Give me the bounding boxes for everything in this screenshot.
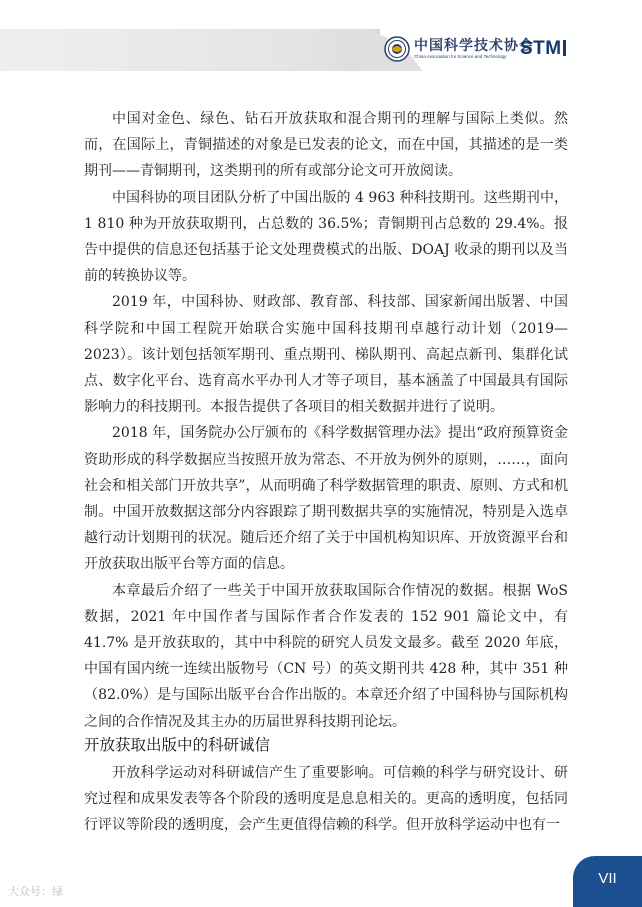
cast-name: 中国科学技术协会 <box>414 38 534 54</box>
page-number: VII <box>598 870 617 887</box>
body-text <box>84 106 568 735</box>
paragraph: 2018 年，国务院办公厅颁布的《科学数据管理办法》提出“政府预算资金资助形成的科学数据应当按照开放为常态、不开放为例外的原则，……，面向社会和相关部门开放共享”，从而明确了科学数据管理的职责、原则、方式和机制。中国开放数据这部分内容跟踪了期刊数据共享的实施情况，特别是入选卓越行动计划期刊的状况。随后还介绍了关于中国机构知识库、开放资源平台和开放获取出版平台等方面的信息。 <box>84 425 568 573</box>
section-body-text <box>84 760 568 838</box>
paragraph: 中国科协的项目团队分析了中国出版的 4 963 种科技期刊。这些期刊中，1 810 种为开放获取期刊，占总数的 36.5%；青铜期刊占总数的 29.4%。报告中提供的信息还包括基于论文处理费模式的出版、DOAJ 收录的期刊以及当前的转换协议等。 <box>84 189 568 285</box>
cast-emblem-icon <box>384 36 410 62</box>
watermark: 大众号：绿 <box>8 885 63 898</box>
paragraph: 开放科学运动对科研诚信产生了重要影响。可信赖的科学与研究设计、研究过程和成果发表等各个阶段的透明度是息息相关的。更高的透明度，包括同行评议等阶段的透明度，会产生更值得信赖的科学。但开放科学运动中也有一 <box>84 765 568 833</box>
section-heading: 开放获取出版中的科研诚信 <box>84 736 271 754</box>
stm-logo: STM <box>520 38 562 59</box>
header-band <box>0 29 380 71</box>
paragraph: 本章最后介绍了一些关于中国开放获取国际合作情况的数据。根据 WoS 数据，2021 年中国作者与国际作者合作发表的 152 901 篇论文中，有 41.7% 是开放获取的，其中中科院的研究人员发文最多。截至 2020 年底，中国有国内统一连续出版物号（CN 号）的英文期刊共 428 种，其中 351 种（82.0%）是与国际出版平台合作出版的。本章还介绍了中国科协与国际机构之间的合作情况及其主办的历届世界科技期刊论坛。 <box>84 582 568 730</box>
paragraph: 2019 年，中国科协、财政部、教育部、科技部、国家新闻出版署、中国科学院和中国工程院开始联合实施中国科技期刊卓越行动计划（2019—2023）。该计划包括领军期刊、重点期刊、梯队期刊、高起点新刊、集群化试点、数字化平台、选育高水平办刊人才等子项目，基本涵盖了中国最具有国际影响力的科技期刊。本报告提供了各项目的相关数据并进行了说明。 <box>84 294 568 416</box>
stm-logo-bar <box>563 40 566 56</box>
cast-name-en: China Association for Science and Technology <box>414 54 507 59</box>
paragraph: 中国对金色、绿色、钻石开放获取和混合期刊的理解与国际上类似。然而，在国际上，青铜描述的对象是已发表的论文，而在中国，其描述的是一类期刊——青铜期刊，这类期刊的所有或部分论文可开放阅读。 <box>84 111 568 180</box>
cast-logo <box>384 36 534 66</box>
